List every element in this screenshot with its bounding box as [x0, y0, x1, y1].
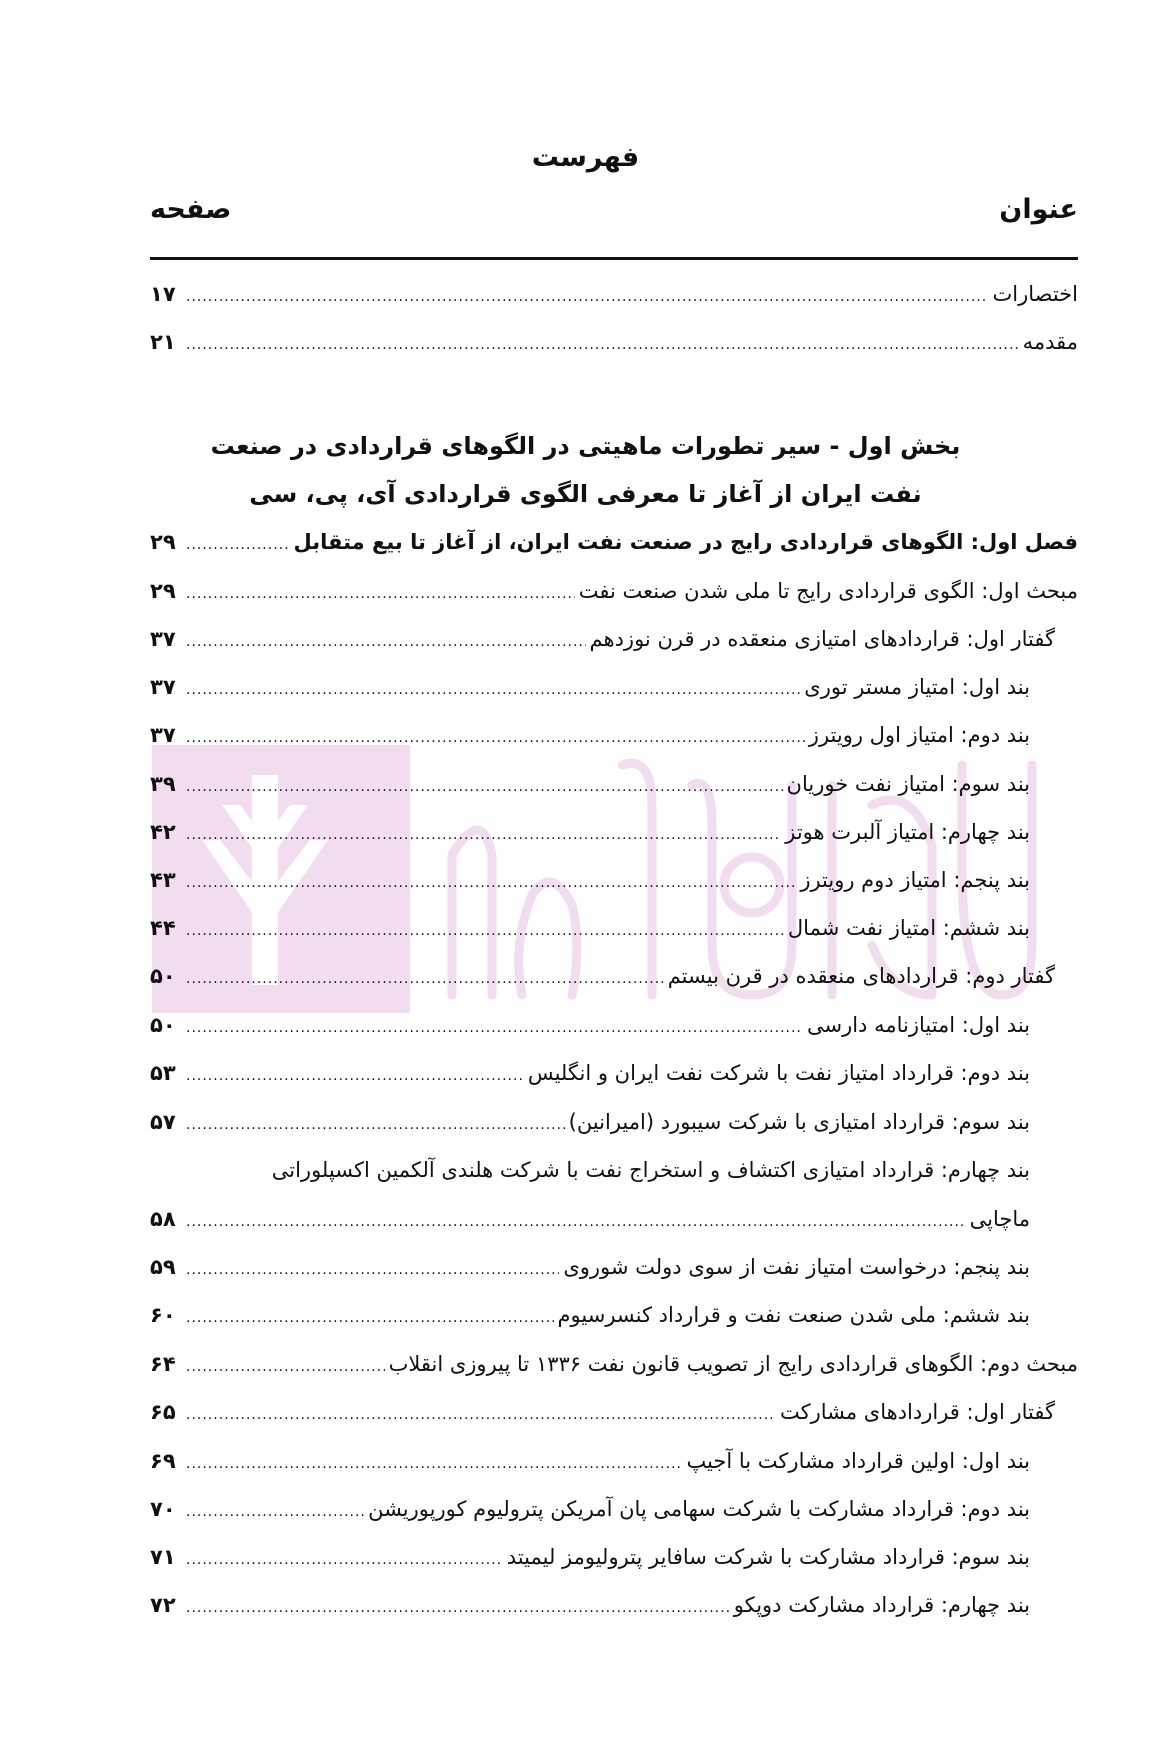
toc-entry-page: ۲۱	[150, 330, 176, 354]
toc-entry-page: ۵۰	[150, 1013, 176, 1037]
toc-entry-item[interactable]	[150, 916, 1030, 948]
toc-entry-page: ۲۹	[150, 530, 176, 554]
toc-entry-page: ۷۱	[150, 1545, 176, 1569]
toc-entry-page: ۵۸	[150, 1207, 176, 1231]
toc-entry[interactable]	[150, 330, 1078, 362]
toc-entry-item-wrapped[interactable]	[150, 1158, 1030, 1190]
toc-entry-page: ۵۳	[150, 1061, 176, 1085]
toc-entry-item[interactable]	[150, 1449, 1030, 1481]
toc-entry-subsection[interactable]	[150, 964, 1055, 996]
toc-entry-label: بند چهارم: قرارداد مشارکت دوپکو	[733, 1593, 1030, 1617]
toc-entry-page: ۳۹	[150, 772, 176, 796]
toc-entry-section[interactable]	[150, 1352, 1078, 1384]
dot-leader	[186, 1262, 559, 1278]
header-rule	[150, 257, 1078, 260]
toc-entry-label: بند ششم: امتیاز نفت شمال	[787, 916, 1030, 940]
dot-leader	[186, 1504, 364, 1520]
toc-entry-page: ۵۹	[150, 1255, 176, 1279]
page-title: فهرست	[531, 142, 640, 173]
toc-entry-label: بند چهارم: امتیاز آلبرت هوتز	[785, 820, 1030, 844]
dot-leader	[186, 586, 575, 602]
dot-leader	[186, 827, 781, 843]
toc-entry-item[interactable]	[150, 1110, 1030, 1142]
toc-entry-label: بند اول: امتیازنامه دارسی	[806, 1013, 1030, 1037]
toc-entry-page: ۶۹	[150, 1449, 176, 1473]
toc-entry-page: ۶۴	[150, 1352, 176, 1376]
toc-entry-item[interactable]	[150, 1255, 1030, 1287]
dot-leader	[186, 1456, 682, 1472]
toc-entry-label: بند ششم: ملی شدن صنعت نفت و قرارداد کنسرسیوم	[557, 1303, 1030, 1327]
dot-leader	[186, 1359, 385, 1375]
toc-entry-label: اختصارات	[992, 282, 1078, 306]
toc-entry-section[interactable]	[150, 579, 1078, 611]
toc-entry-item[interactable]	[150, 868, 1030, 900]
toc-entry-page: ۲۹	[150, 579, 176, 603]
toc-entry-label: گفتار اول: قراردادهای امتیازی منعقده در قرن نوزدهم	[589, 627, 1055, 651]
dot-leader	[186, 1310, 554, 1326]
toc-entry-label: بند سوم: قرارداد امتیازی با شرکت سیبورد (امیرانین)	[568, 1110, 1030, 1134]
toc-entry-item[interactable]	[150, 1061, 1030, 1093]
toc-entry-item[interactable]	[150, 1013, 1030, 1045]
dot-leader	[186, 971, 664, 987]
toc-entry-item[interactable]	[150, 1545, 1030, 1577]
dot-leader	[186, 875, 796, 891]
dot-leader	[186, 1552, 503, 1568]
dot-leader	[186, 1117, 565, 1133]
toc-entry-page: ۷۰	[150, 1497, 176, 1521]
toc-entry-label: بند اول: اولین قرارداد مشارکت با آجیپ	[686, 1449, 1030, 1473]
dot-leader	[186, 682, 800, 698]
toc-entry-page: ۴۴	[150, 916, 176, 940]
toc-entry-label: بند سوم: قرارداد مشارکت با شرکت سافایر پترولیومز لیمیتد	[506, 1545, 1030, 1569]
dot-leader	[186, 289, 988, 305]
toc-entry-item[interactable]	[150, 772, 1030, 804]
toc-entry[interactable]	[150, 282, 1078, 314]
dot-leader	[186, 1600, 730, 1616]
part-heading-line-1: بخش اول - سیر تطورات ماهیتی در الگوهای قراردادی در صنعت	[210, 432, 961, 460]
toc-entry-item[interactable]	[150, 675, 1030, 707]
toc-entry-page: ۴۳	[150, 868, 176, 892]
dot-leader	[186, 1068, 524, 1084]
dot-leader	[186, 1407, 776, 1423]
toc-entry-item[interactable]	[150, 723, 1030, 755]
toc-entry-label: بند سوم: امتیاز نفت خوریان	[786, 772, 1030, 796]
toc-entry-label: گفتار اول: قراردادهای مشارکت	[779, 1400, 1055, 1424]
toc-entry-label: ماچاپی	[969, 1207, 1030, 1231]
toc-entry-label: بند دوم: امتیاز اول رویترز	[808, 723, 1030, 747]
toc-entry-label: بند پنجم: امتیاز دوم رویترز	[800, 868, 1030, 892]
toc-entry-label: بند دوم: قرارداد امتیاز نفت با شرکت نفت ایران و انگلیس	[527, 1061, 1030, 1085]
toc-entry-label: گفتار دوم: قراردادهای منعقده در قرن بیستم	[667, 964, 1055, 988]
dot-leader	[186, 1020, 803, 1036]
dot-leader	[186, 337, 1019, 353]
toc-entry-item[interactable]	[150, 820, 1030, 852]
toc-entry-page: ۳۷	[150, 675, 176, 699]
part-heading-line-2: نفت ایران از آغاز تا معرفی الگوی قراردادی آی، پی، سی	[249, 480, 922, 508]
dot-leader	[186, 779, 783, 795]
toc-entry-item[interactable]	[150, 1303, 1030, 1335]
toc-entry-page: ۷۲	[150, 1593, 176, 1617]
toc-entry-page: ۵۰	[150, 964, 176, 988]
dot-leader	[186, 634, 586, 650]
toc-entry-label: فصل اول: الگوهای قراردادی رایج در صنعت نفت ایران، از آغاز تا بیع متقابل	[293, 530, 1078, 554]
column-header-page: صفحه	[150, 194, 232, 225]
toc-entry-label: مبحث اول: الگوی قراردادی رایج تا ملی شدن صنعت نفت	[578, 579, 1078, 603]
toc-entry-label: بند دوم: قرارداد مشارکت با شرکت سهامی پان آمریکن پترولیوم کورپوریشن	[368, 1497, 1030, 1521]
dot-leader	[186, 923, 784, 939]
toc-entry-label: مقدمه	[1022, 330, 1078, 354]
toc-entry-item[interactable]	[150, 1497, 1030, 1529]
toc-entry-page: ۱۷	[150, 282, 176, 306]
toc-entry-page: ۵۷	[150, 1110, 176, 1134]
toc-entry-label: بند پنجم: درخواست امتیاز نفت از سوی دولت شوروی	[563, 1255, 1030, 1279]
toc-entry-subsection[interactable]	[150, 627, 1055, 659]
dot-leader	[186, 730, 805, 746]
toc-entry-page: ۶۰	[150, 1303, 176, 1327]
dot-leader	[186, 537, 289, 553]
toc-entry-label: بند اول: امتیاز مستر توری	[804, 675, 1030, 699]
toc-entry-item-continuation[interactable]	[150, 1207, 1030, 1239]
toc-entry-label: بند چهارم: قرارداد امتیازی اکتشاف و استخراج نفت با شرکت هلندی آلکمین اکسپلوراتی	[271, 1158, 1030, 1182]
toc-entry-item[interactable]	[150, 1593, 1030, 1625]
dot-leader	[186, 1214, 966, 1230]
toc-entry-label: مبحث دوم: الگوهای قراردادی رایج از تصویب قانون نفت ۱۳۳۶ تا پیروزی انقلاب	[388, 1352, 1078, 1376]
toc-entry-page: ۳۷	[150, 723, 176, 747]
column-header-title: عنوان	[999, 194, 1078, 225]
toc-entry-subsection[interactable]	[150, 1400, 1055, 1432]
toc-entry-chapter[interactable]	[150, 530, 1078, 562]
toc-entry-page: ۶۵	[150, 1400, 176, 1424]
toc-entry-page: ۳۷	[150, 627, 176, 651]
toc-entry-page: ۴۲	[150, 820, 176, 844]
